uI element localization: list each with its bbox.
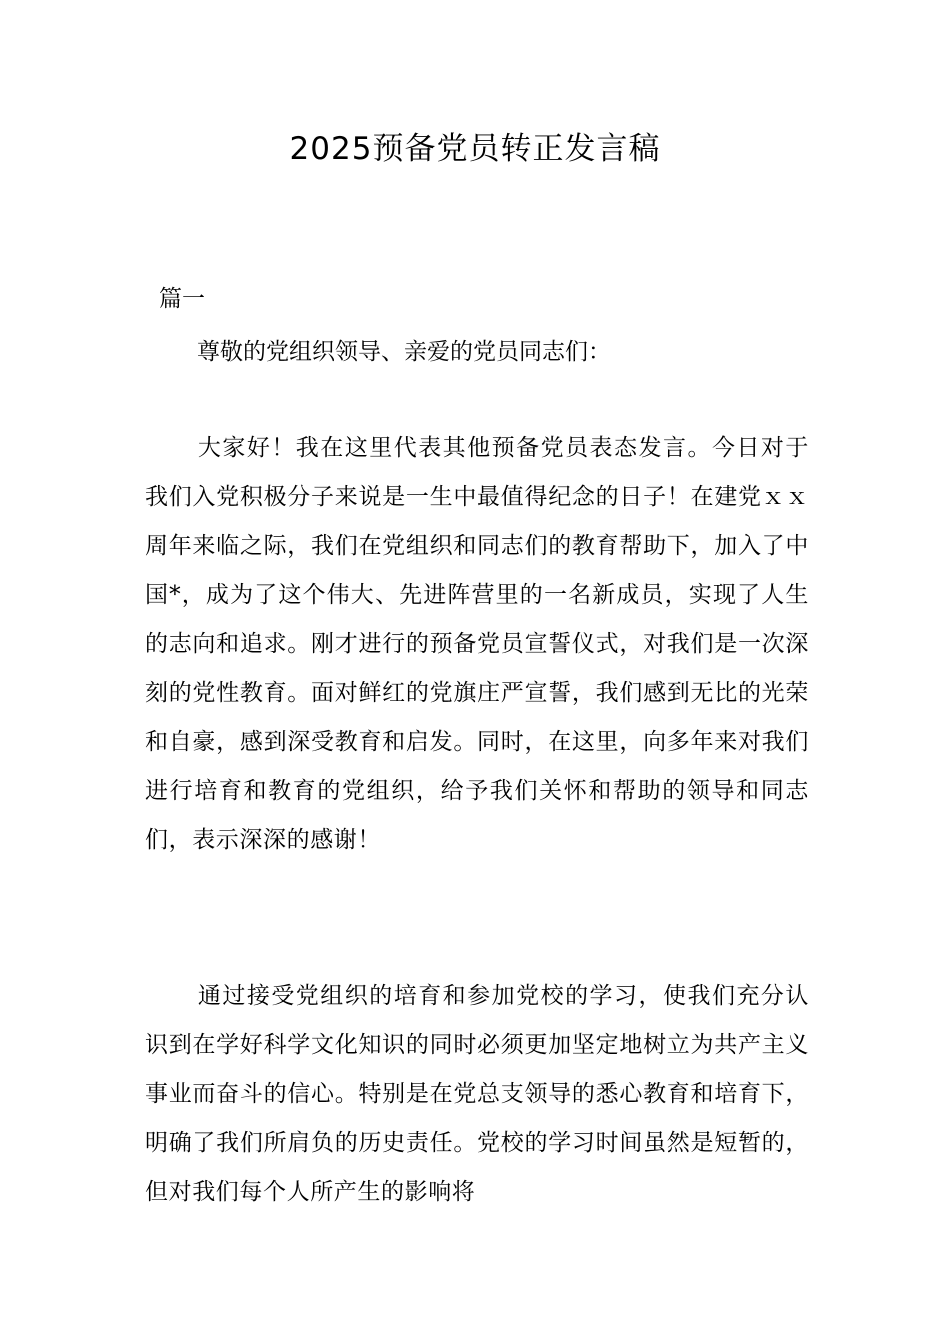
document-title: 2025预备党员转正发言稿	[289, 131, 661, 167]
salutation: 尊敬的党组织领导、亲爱的党员同志们：	[197, 339, 611, 365]
paragraph-1	[145, 424, 809, 865]
paragraph-1-text: 大家好！我在这里代表其他预备党员表态发言。今日对于我们入党积极分子来说是一生中最值得纪念的日子！在建党ｘｘ周年来临之际，我们在党组织和同志们的教育帮助下，加入了中国*，成为了这个伟大、先进阵营里的一名新成员，实现了人生的志向和追求。刚才进行的预备党员宣誓仪式，对我们是一次深刻的党性教育。面对鲜红的党旗庄严宣誓，我们感到无比的光荣和自豪，感到深受教育和启发。同时，在这里，向多年来对我们进行培育和教育的党组织，给予我们关怀和帮助的领导和同志们，表示深深的感谢！	[145, 435, 809, 853]
paragraph-2	[145, 972, 809, 1217]
paragraph-2-text: 通过接受党组织的培育和参加党校的学习，使我们充分认识到在学好科学文化知识的同时必须更加坚定地树立为共产主义事业而奋斗的信心。特别是在党总支领导的悉心教育和培育下，明确了我们所肩负的历史责任。党校的学习时间虽然是短暂的，但对我们每个人所产生的影响将	[145, 983, 809, 1205]
section-label: 篇一	[159, 286, 205, 312]
